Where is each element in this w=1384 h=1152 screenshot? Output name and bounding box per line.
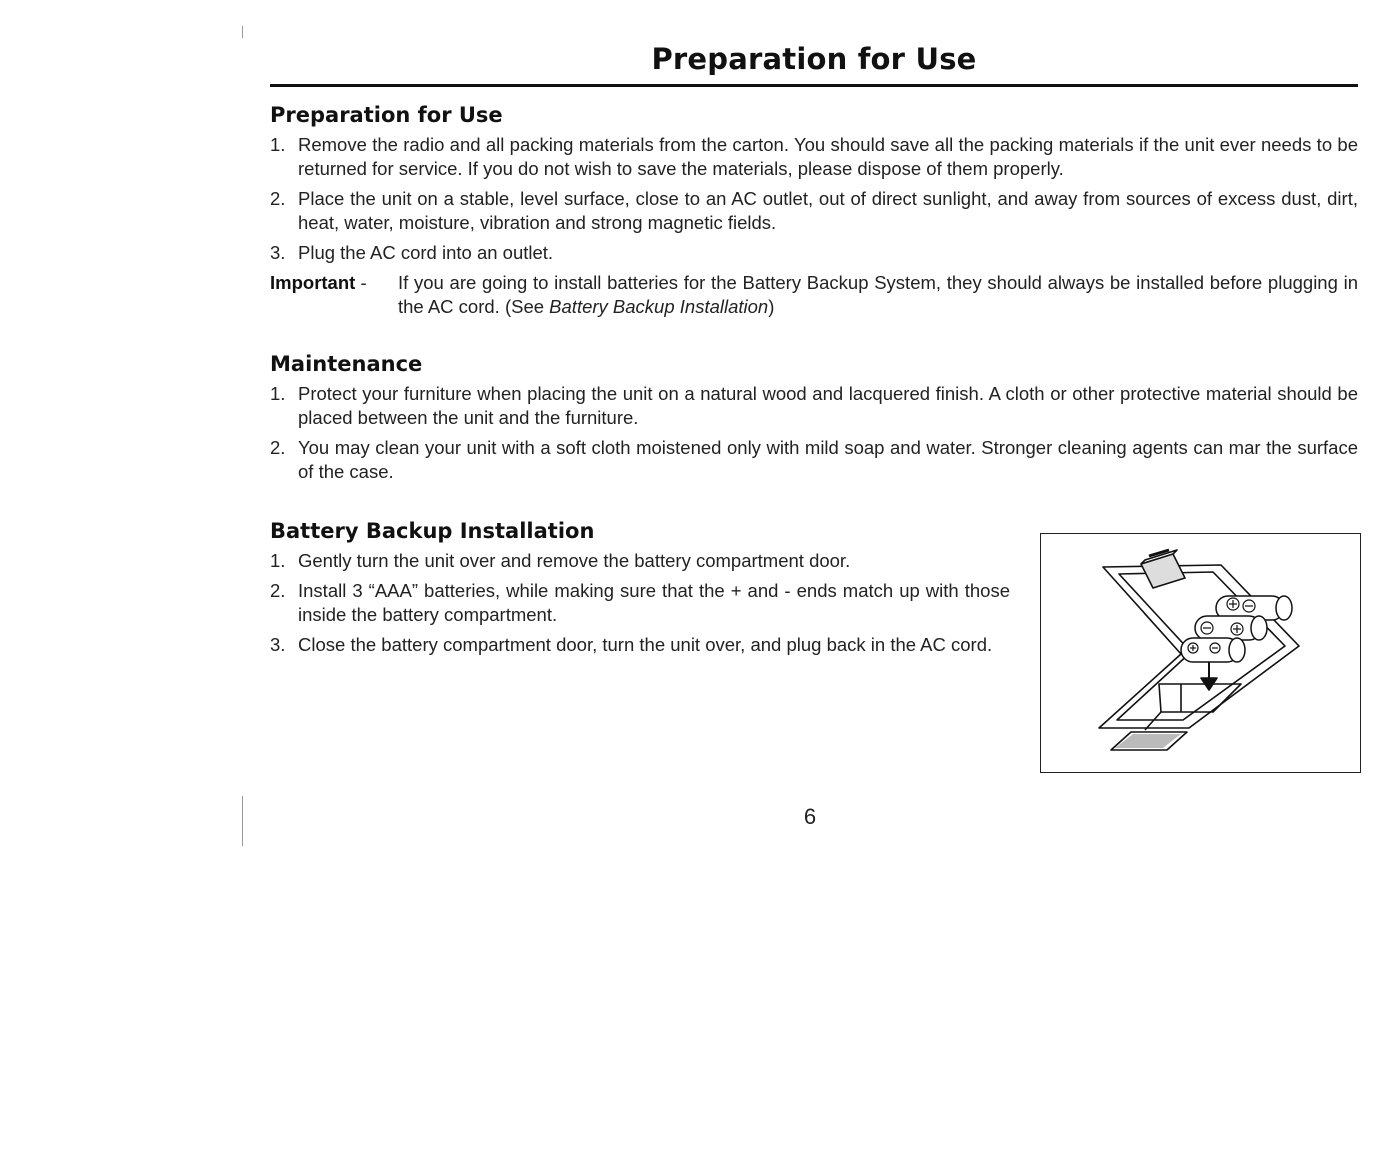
item-text: Plug the AC cord into an outlet. xyxy=(298,242,554,263)
battery-end-middle xyxy=(1251,616,1267,640)
important-text-after: ) xyxy=(768,296,775,317)
item-number: 2. xyxy=(270,580,286,601)
important-note xyxy=(270,271,1358,319)
preparation-item-2 xyxy=(270,187,1358,235)
item-text: Close the battery compartment door, turn the unit over, and plug back in the AC cord. xyxy=(298,634,993,655)
item-text: Remove the radio and all packing materials from the carton. You should save all the packing materials if the unit ever needs to be returned for service. If you do not wish to save the materials, please dispose of them properly. xyxy=(298,134,1358,179)
important-label-text: Important xyxy=(270,272,356,293)
battery-item-3 xyxy=(270,633,1010,657)
item-text: Place the unit on a stable, level surface, close to an AC outlet, out of direct sunlight, and away from sources of excess dust, dirt, heat, water, moisture, vibration and strong magnetic fields. xyxy=(298,188,1358,233)
maintenance-item-1 xyxy=(270,382,1358,430)
important-text xyxy=(398,271,1358,319)
item-text: Gently turn the unit over and remove the battery compartment door. xyxy=(298,550,851,571)
item-number: 1. xyxy=(270,550,286,571)
maintenance-section xyxy=(270,350,1358,490)
battery-compartment-drawing xyxy=(1041,534,1360,772)
item-number: 3. xyxy=(270,242,286,263)
important-text-before: If you are going to install batteries for the Battery Backup System, they should always be installed before plugging in the AC cord. (See xyxy=(398,272,1358,317)
preparation-section xyxy=(270,101,1358,319)
battery-item-1 xyxy=(270,549,1010,573)
margin-mark-bottom xyxy=(242,796,243,846)
item-number: 2. xyxy=(270,437,286,458)
item-number: 1. xyxy=(270,383,286,404)
preparation-item-1 xyxy=(270,133,1358,181)
maintenance-item-2 xyxy=(270,436,1358,484)
battery-end-bottom xyxy=(1229,638,1245,662)
page-title: Preparation for Use xyxy=(651,42,977,76)
important-dash: - xyxy=(360,272,367,293)
battery-heading: Battery Backup Installation xyxy=(270,519,595,543)
battery-item-2 xyxy=(270,579,1010,627)
title-rule xyxy=(270,84,1358,87)
margin-mark-top xyxy=(242,26,243,38)
maintenance-heading: Maintenance xyxy=(270,352,423,376)
battery-illustration xyxy=(1040,533,1361,773)
item-text: You may clean your unit with a soft cloth moistened only with mild soap and water. Stronger cleaning agents can mar the surface of the case. xyxy=(298,437,1358,482)
item-number: 1. xyxy=(270,134,286,155)
important-ref: Battery Backup Installation xyxy=(549,296,769,317)
page-number: 6 xyxy=(803,804,817,829)
item-number: 3. xyxy=(270,634,286,655)
battery-end-top xyxy=(1276,596,1292,620)
preparation-item-3 xyxy=(270,241,1358,265)
preparation-heading: Preparation for Use xyxy=(270,103,503,127)
item-text: Install 3 “AAA” batteries, while making sure that the + and - ends match up with those inside the battery compartment. xyxy=(298,580,1010,625)
item-text: Protect your furniture when placing the unit on a natural wood and lacquered finish. A cloth or other protective material should be placed between the unit and the furniture. xyxy=(298,383,1358,428)
item-number: 2. xyxy=(270,188,286,209)
battery-section xyxy=(270,517,1010,663)
important-label xyxy=(270,271,398,319)
compartment-floor xyxy=(1145,684,1181,730)
